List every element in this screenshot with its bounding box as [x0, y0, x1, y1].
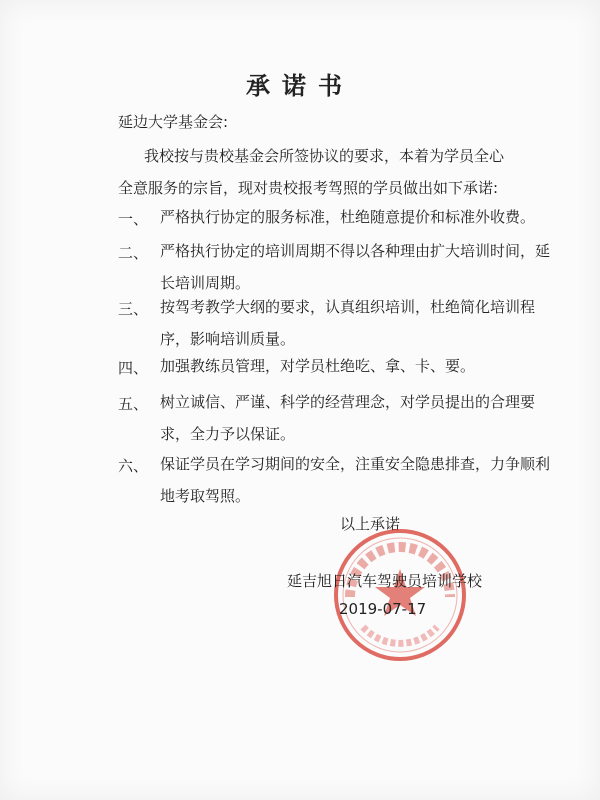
item-number-6: 六、	[118, 457, 149, 475]
item-number-2: 二、	[118, 244, 149, 262]
item-number-1: 一、	[118, 210, 149, 228]
item-number-4: 四、	[118, 359, 149, 377]
item-text-1: 严格执行协定的服务标准，杜绝随意提价和标准外收费。	[160, 208, 536, 226]
document-title: 承诺书	[246, 72, 354, 100]
item-text-4: 加强教练员管理，对学员杜绝吃、拿、卡、要。	[160, 357, 476, 375]
signature-date: 2019-07-17	[339, 600, 427, 618]
item-text-2: 严格执行协定的培训周期不得以各种理由扩大培训时间，延长培训周期。	[160, 242, 551, 292]
school-signature: 延吉旭日汽车驾驶员培训学校	[287, 572, 483, 590]
item-text-3: 按驾考教学大纲的要求，认真组织培训，杜绝简化培训程序，影响培训质量。	[160, 298, 536, 348]
item-number-5: 五、	[118, 395, 149, 413]
official-seal	[330, 525, 470, 665]
intro-line-2: 全意服务的宗旨，现对贵校报考驾照的学员做出如下承诺:	[118, 179, 499, 197]
salutation: 延边大学基金会:	[118, 113, 229, 131]
item-text-5: 树立诚信、严谨、科学的经营理念，对学员提出的合理要求，全力予以保证。	[160, 393, 536, 443]
intro-line-1: 我校按与贵校基金会所签协议的要求，本着为学员全心	[144, 147, 505, 165]
item-text-6: 保证学员在学习期间的安全，注重安全隐患排查，力争顺利地考取驾照。	[160, 455, 551, 505]
closing-statement: 以上承诺	[340, 515, 401, 533]
item-number-3: 三、	[118, 300, 149, 318]
